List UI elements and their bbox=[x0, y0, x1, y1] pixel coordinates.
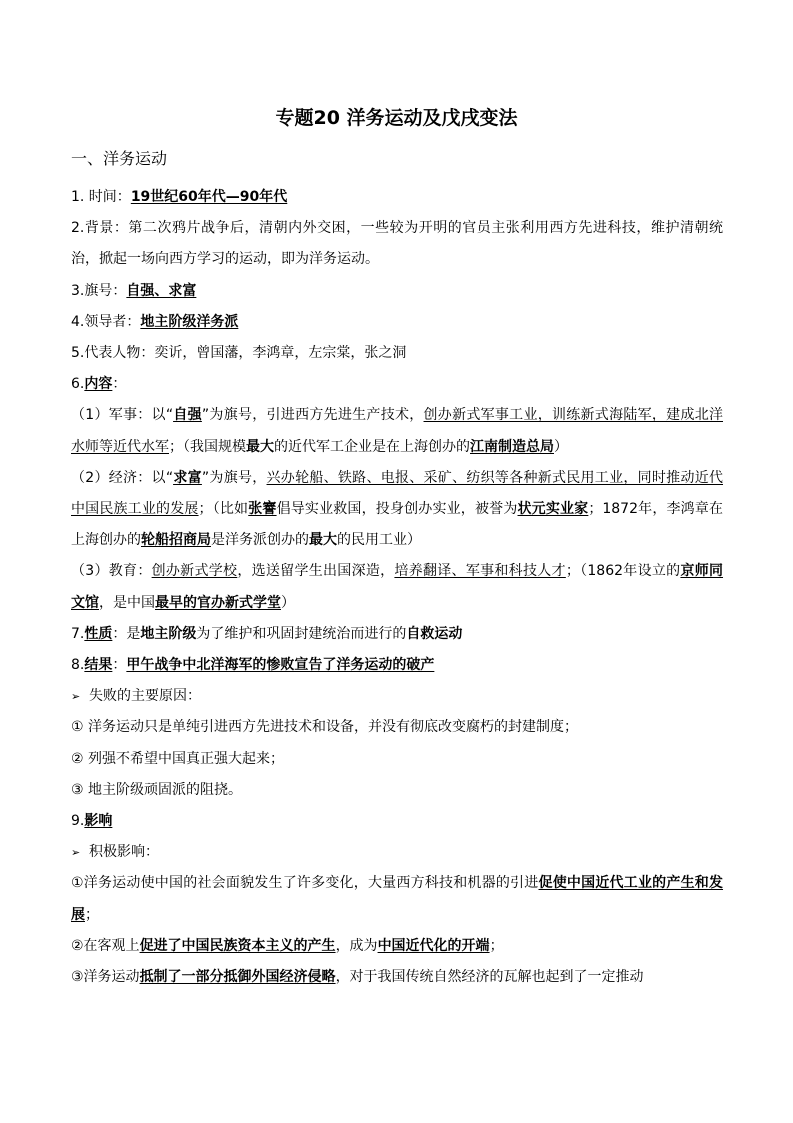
label-num: 7. bbox=[71, 625, 85, 642]
text: 创办新式学校 bbox=[151, 563, 238, 580]
text: 自救运动 bbox=[406, 625, 463, 642]
item-background bbox=[71, 213, 723, 275]
text: 江南制造总局 bbox=[470, 438, 554, 455]
colon: ： bbox=[112, 657, 127, 674]
text: （3）教育： bbox=[71, 563, 152, 580]
text: 兴办轮船、铁路、电报、采矿、纺织等各种新式民用工业，同时推动近代中国民族工业的发展 bbox=[71, 469, 723, 518]
text: ”为旗号，引进西方先进生产技术， bbox=[201, 407, 424, 424]
positive-heading bbox=[71, 837, 723, 868]
text: 是洋务派创办的 bbox=[211, 532, 309, 549]
text: ； bbox=[489, 937, 504, 954]
label-num: 8. bbox=[71, 657, 85, 674]
text: ；（1862年设立的 bbox=[565, 563, 681, 580]
text: 失败的主要原因： bbox=[89, 688, 201, 705]
text: 培养翻译、军事和科技人才 bbox=[394, 563, 566, 580]
text: ） bbox=[554, 438, 568, 455]
colon: ： bbox=[112, 376, 127, 393]
text: ①洋务运动使中国的社会面貌发生了许多变化，大量西方科技和机器的引进 bbox=[71, 875, 539, 892]
item-nature bbox=[71, 619, 723, 650]
failure-reason-1: ① 洋务运动只是单纯引进西方先进技术和设备，并没有彻底改变腐朽的封建制度； bbox=[71, 719, 578, 736]
text: ③洋务运动 bbox=[71, 969, 140, 986]
text: 地主阶级 bbox=[140, 625, 197, 642]
text: 中国近代化的开端 bbox=[377, 937, 490, 954]
label: 1. 时间： bbox=[71, 189, 131, 205]
content-military bbox=[71, 400, 723, 462]
label: 3.旗号： bbox=[71, 282, 127, 299]
text: 京师同文馆 bbox=[71, 563, 724, 611]
item-people bbox=[71, 338, 723, 369]
text: ：是 bbox=[112, 625, 141, 642]
failure-heading bbox=[71, 681, 723, 712]
content-economy bbox=[71, 463, 723, 557]
text: ；（比如 bbox=[198, 501, 249, 518]
text: （1）军事：以“ bbox=[71, 407, 174, 424]
text: 张謇 bbox=[248, 501, 277, 518]
text: ） bbox=[281, 594, 295, 611]
item-impact bbox=[71, 806, 723, 837]
page-title: 专题20 洋务运动及戊戌变法 bbox=[275, 107, 518, 129]
positive-impact-1 bbox=[71, 868, 723, 930]
text: 的民用工业） bbox=[337, 532, 421, 549]
impact-label: 影响 bbox=[84, 813, 113, 830]
item-result bbox=[71, 650, 723, 681]
content-education bbox=[71, 556, 723, 618]
document-body bbox=[71, 182, 723, 993]
slogan-value: 自强、求富 bbox=[126, 282, 197, 299]
text: 轮船招商局 bbox=[141, 532, 211, 549]
positive-impact-2 bbox=[71, 931, 723, 962]
text: 求富 bbox=[173, 469, 202, 486]
text: ； bbox=[85, 906, 99, 923]
failure-reason-3: ③ 地主阶级顽固派的阻挠。 bbox=[71, 781, 243, 798]
label: 5.代表人物： bbox=[71, 345, 155, 362]
arrow-bullet-icon: ➢ bbox=[71, 690, 81, 704]
item-leader bbox=[71, 307, 723, 338]
positive-impact-3 bbox=[71, 962, 723, 993]
text: 最大 bbox=[309, 532, 337, 549]
failure-reason-2: ② 列强不希望中国真正强大起来； bbox=[71, 750, 285, 767]
text: 积极影响： bbox=[89, 844, 159, 861]
text: 倡导实业救国，投身创办实业，被誉为 bbox=[276, 501, 518, 518]
text: 最早的官办新式学堂 bbox=[155, 594, 281, 611]
text: 自强 bbox=[173, 407, 202, 424]
result-value: 甲午战争中北洋海军的惨败宣告了洋务运动的破产 bbox=[126, 657, 435, 674]
leader-value: 地主阶级洋务派 bbox=[140, 313, 239, 330]
text: 促进了中国民族资本主义的产生 bbox=[139, 937, 336, 954]
text: （2）经济：以“ bbox=[71, 469, 174, 486]
item-time bbox=[71, 182, 723, 213]
label: 4.领导者： bbox=[71, 313, 141, 330]
text: 促使中国近代工业的产生和发展 bbox=[71, 875, 724, 923]
text: ；1872年，李鸿章在上海创办的 bbox=[71, 501, 724, 549]
item-slogan bbox=[71, 276, 723, 307]
people-value: 奕䜣，曾国藩，李鸿章，左宗棠，张之洞 bbox=[154, 345, 407, 362]
time-value: 19世纪60年代—90年代 bbox=[130, 189, 288, 205]
text: ②在客观上 bbox=[71, 937, 140, 954]
text: 的近代军工企业是在上海创办的 bbox=[274, 438, 470, 455]
text: ；（我国规模 bbox=[169, 438, 246, 455]
label-num: 6. bbox=[71, 376, 85, 393]
item-content bbox=[71, 369, 723, 400]
nature-label: 性质 bbox=[84, 625, 113, 642]
text: ，是中国 bbox=[99, 594, 155, 611]
text: 状元实业家 bbox=[517, 501, 589, 518]
content-label: 内容 bbox=[84, 376, 113, 393]
section-heading: 一、洋务运动 bbox=[71, 149, 168, 168]
text: 最大 bbox=[246, 438, 274, 455]
text: 抵制了一部分抵御外国经济侵略 bbox=[139, 969, 336, 986]
background-text: 第二次鸦片战争后，清朝内外交困，一些较为开明的官员主张利用西方先进科技，维护清朝统治，掀起一场向西方学习的运动，即为洋务运动。 bbox=[71, 220, 724, 268]
text: ，对于我国传统自然经济的瓦解也起到了一定推动 bbox=[335, 969, 644, 986]
text: 创办新式军事工业，训练新式海陆军，建成北洋水师等近代水军 bbox=[71, 407, 723, 455]
label: 2.背景： bbox=[71, 220, 129, 237]
result-label: 结果 bbox=[84, 657, 113, 674]
text: ”为旗号， bbox=[201, 469, 267, 486]
text: ，选送留学生出国深造， bbox=[237, 563, 395, 580]
label-num: 9. bbox=[71, 813, 85, 830]
arrow-bullet-icon: ➢ bbox=[71, 846, 81, 860]
text: ，成为 bbox=[335, 937, 378, 954]
text: 为了维护和巩固封建统治而进行的 bbox=[196, 625, 407, 642]
